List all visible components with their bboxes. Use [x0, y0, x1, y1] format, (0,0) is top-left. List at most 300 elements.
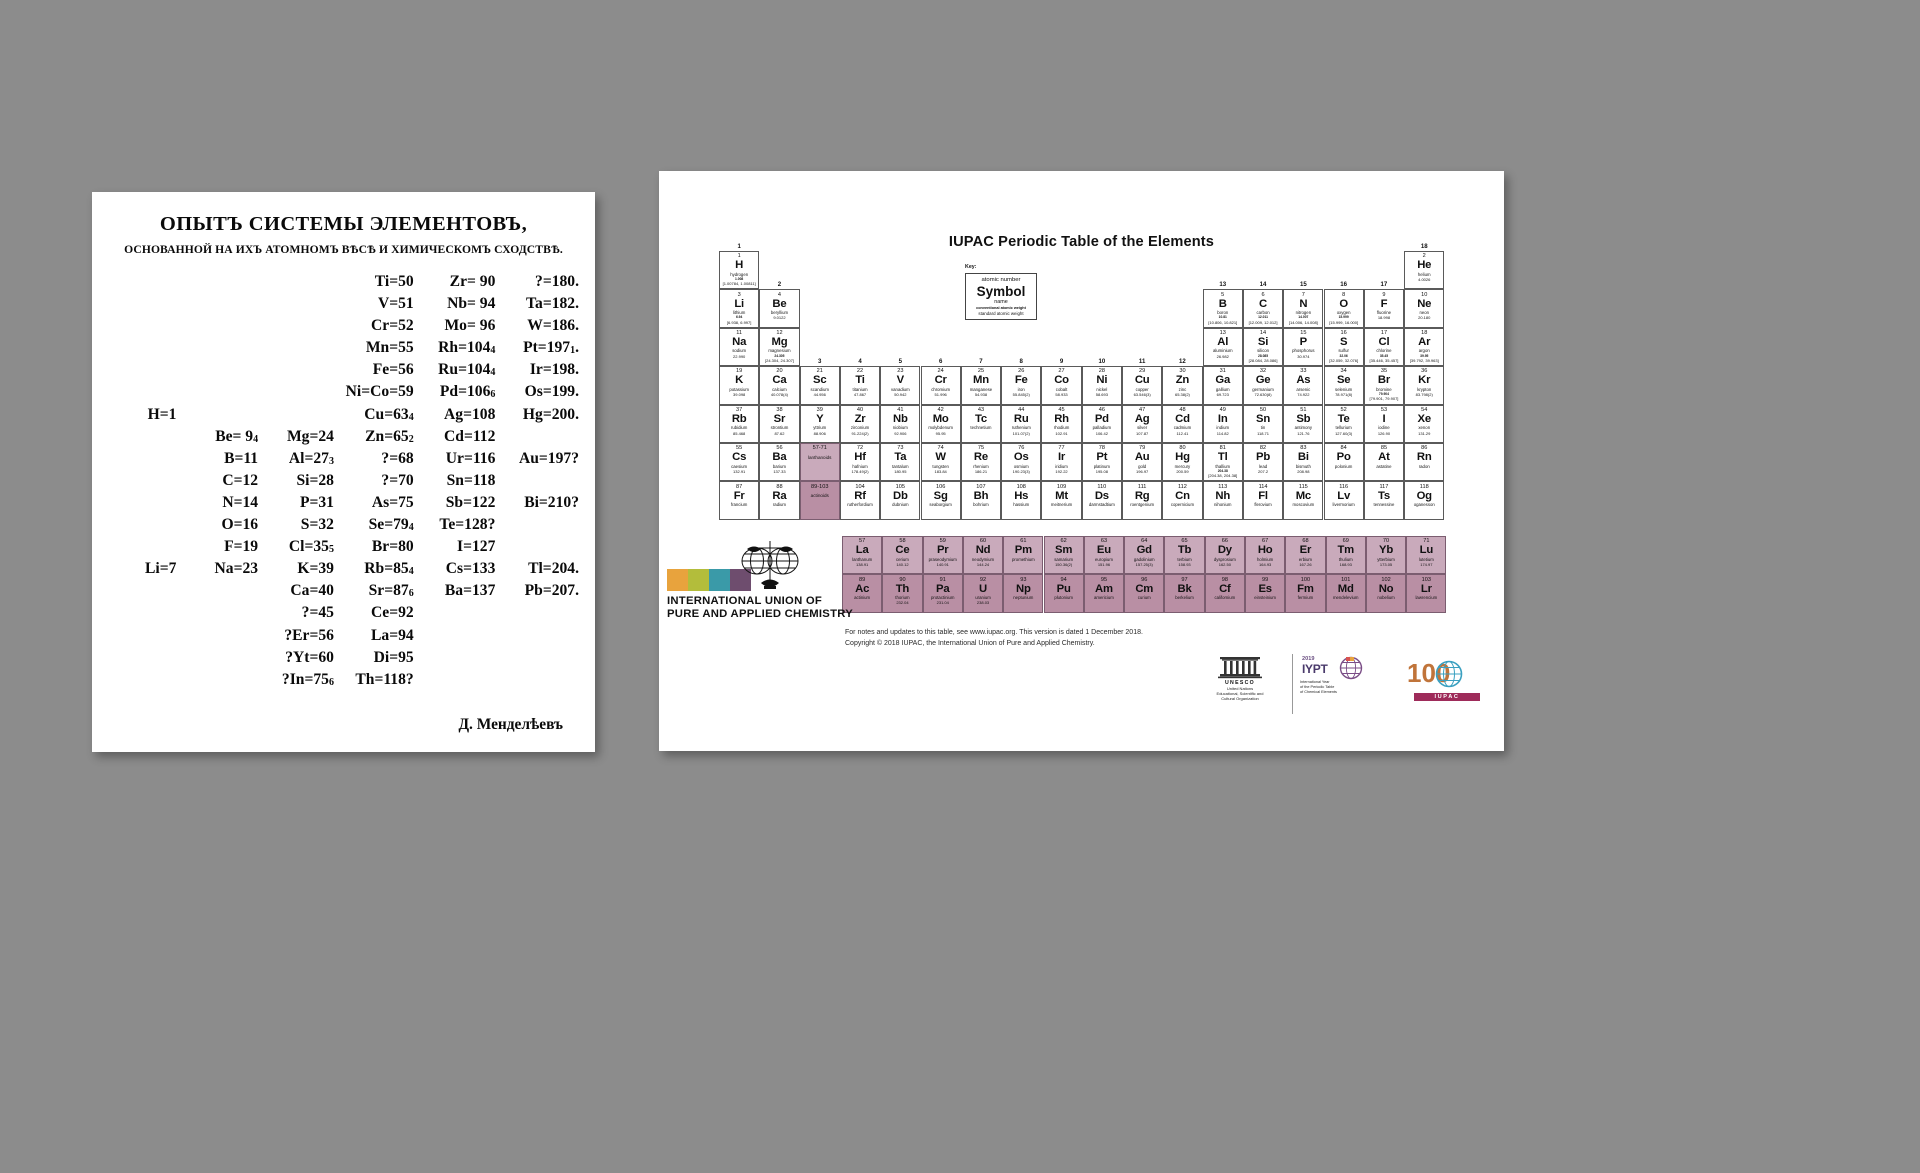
element-symbol: Zn: [1175, 374, 1190, 387]
element-name: erbium: [1298, 556, 1313, 562]
element-standard-weight: 58.693: [1095, 392, 1108, 398]
element-symbol: Mo: [932, 412, 949, 425]
element-name: iodine: [1378, 425, 1390, 431]
element-standard-weight: 167.26: [1299, 562, 1312, 568]
element-symbol: Zr: [854, 412, 866, 425]
element-cell-cs[interactable]: [719, 443, 759, 481]
element-cell-hs[interactable]: [1001, 481, 1041, 519]
iupac-100-logo: [1399, 658, 1495, 701]
element-standard-weight: 74.922: [1297, 392, 1310, 398]
element-name: tellurium: [1335, 425, 1352, 431]
mendeleev-subtitle: ОСНОВАННОЙ НА ИХЪ АТОМНОМЪ ВѢСѢ И ХИМИЧЕСКОМЪ СХОДСТВѢ.: [124, 243, 563, 256]
element-cell-sc[interactable]: [800, 366, 840, 404]
globe-scales-icon: [739, 539, 801, 596]
element-atomic-number: 113: [1218, 483, 1228, 490]
element-atomic-number: 76: [1018, 445, 1025, 452]
page-title: IUPAC Periodic Table of the Elements: [948, 234, 1215, 250]
element-cell-i[interactable]: [1364, 405, 1404, 443]
element-cell-he[interactable]: [1404, 251, 1444, 289]
element-atomic-number: 108: [1016, 483, 1026, 490]
element-cell-fe[interactable]: [1001, 366, 1041, 404]
element-atomic-number: 54: [1421, 406, 1428, 413]
element-cell-ho[interactable]: [1245, 536, 1285, 574]
element-cell-es[interactable]: [1245, 574, 1285, 612]
element-cell-y[interactable]: [800, 405, 840, 443]
mendeleev-entry: $Se=79_4$: [368, 516, 414, 534]
element-cell-fm[interactable]: [1285, 574, 1325, 612]
element-cell-zn[interactable]: [1162, 366, 1202, 404]
mendeleev-element-grid: [92, 273, 595, 693]
iupac-logo-line2: PURE AND APPLIED CHEMISTRY: [667, 608, 854, 620]
element-cell-al[interactable]: [1203, 328, 1243, 366]
element-symbol: K: [735, 374, 744, 387]
element-cell-re[interactable]: [961, 443, 1001, 481]
element-symbol: Md: [1337, 582, 1354, 595]
logo-divider-1: [1292, 654, 1293, 714]
element-cell-ba[interactable]: [759, 443, 799, 481]
element-symbol: Th: [895, 582, 910, 595]
mendeleev-entry: Pb=207.: [524, 582, 579, 600]
element-atomic-number: 5: [1221, 291, 1225, 298]
element-standard-weight: 22.990: [733, 353, 746, 359]
element-atomic-number: 57: [859, 538, 866, 545]
element-name: thallium: [1215, 463, 1231, 469]
element-cell-tl[interactable]: [1203, 443, 1243, 481]
element-cell-eu[interactable]: [1084, 536, 1124, 574]
element-cell-pd[interactable]: [1082, 405, 1122, 443]
element-cell-nb[interactable]: [880, 405, 920, 443]
element-symbol: Ba: [772, 451, 787, 464]
element-name: chromium: [931, 386, 951, 392]
mendeleev-row: [120, 538, 579, 560]
element-name: boron: [1217, 310, 1229, 316]
element-atomic-number: 35: [1380, 368, 1388, 375]
group-number-label: 7: [979, 358, 983, 366]
element-cell-mo[interactable]: [921, 405, 961, 443]
mendeleev-entry: V=51: [377, 295, 414, 313]
element-cell-fl[interactable]: [1243, 481, 1283, 519]
element-cell-md[interactable]: [1326, 574, 1366, 612]
element-cell-f[interactable]: [1364, 289, 1404, 327]
element-cell-ti[interactable]: [840, 366, 880, 404]
element-symbol: Se: [1336, 374, 1351, 387]
element-cell-gd[interactable]: [1124, 536, 1164, 574]
element-standard-weight: 4.0026: [1418, 277, 1431, 283]
element-atomic-number: 48: [1179, 406, 1186, 413]
element-cell-li[interactable]: [719, 289, 759, 327]
element-name: beryllium: [770, 310, 789, 316]
mendeleev-row: [120, 472, 579, 494]
element-name: meitnerium: [1050, 502, 1073, 508]
element-cell-bh[interactable]: [961, 481, 1001, 519]
element-standard-weight: [204.38, 204.38]: [1208, 473, 1238, 479]
element-standard-weight: 54.938: [974, 392, 988, 398]
element-name: tantalum: [892, 463, 909, 469]
element-symbol: Cr: [934, 374, 947, 387]
element-standard-weight: 92.906: [894, 430, 907, 436]
mendeleev-entry: $?In=75_6$: [281, 670, 334, 688]
element-standard-weight: 186.21: [974, 469, 988, 475]
element-cell-hf[interactable]: [840, 443, 880, 481]
element-cell-si[interactable]: [1243, 328, 1283, 366]
element-cell-os[interactable]: [1001, 443, 1041, 481]
element-atomic-number: 27: [1058, 368, 1065, 375]
element-standard-weight: 207.2: [1258, 469, 1269, 475]
element-standard-weight: 138.91: [856, 562, 869, 568]
element-standard-weight: 47.867: [853, 392, 867, 398]
element-name: magnesium: [768, 348, 791, 354]
element-cell-rn[interactable]: [1404, 443, 1444, 481]
element-name: yttrium: [813, 425, 827, 431]
element-cell-po[interactable]: [1324, 443, 1364, 481]
element-atomic-number: 73: [897, 445, 904, 452]
element-name: helium: [1417, 271, 1431, 277]
element-symbol: Sm: [1055, 544, 1073, 557]
element-name: carbon: [1256, 310, 1270, 316]
element-standard-weight: 127.60(3): [1335, 430, 1353, 436]
element-standard-weight: [15.999, 16.000]: [1329, 319, 1359, 325]
mendeleev-entry: Th=118?: [355, 670, 414, 688]
element-atomic-number: 83: [1300, 445, 1307, 452]
element-cell-o[interactable]: [1324, 289, 1364, 327]
element-symbol: Tc: [974, 412, 987, 425]
element-name: neptunium: [1013, 595, 1034, 601]
periodic-table-main-grid: [719, 243, 1464, 526]
element-atomic-number: 19: [736, 368, 743, 375]
element-atomic-number: 18: [1421, 329, 1428, 336]
element-atomic-number: 53: [1380, 406, 1388, 413]
element-name: lutetium: [1418, 556, 1434, 562]
element-cell-la[interactable]: [842, 536, 882, 574]
element-cell-in[interactable]: [1203, 405, 1243, 443]
element-cell-na[interactable]: [719, 328, 759, 366]
element-cell-th[interactable]: [882, 574, 922, 612]
element-cell-pa[interactable]: [923, 574, 963, 612]
mendeleev-row: [120, 339, 579, 361]
element-cell-ne[interactable]: [1404, 289, 1444, 327]
element-cell-b[interactable]: [1203, 289, 1243, 327]
element-cell-cl[interactable]: [1364, 328, 1404, 366]
element-atomic-number: 107: [976, 483, 986, 490]
element-atomic-number: 79: [1139, 445, 1146, 452]
element-cell-ir[interactable]: [1041, 443, 1081, 481]
element-symbol: B: [1218, 297, 1227, 310]
element-cell-mn[interactable]: [961, 366, 1001, 404]
element-cell-cm[interactable]: [1124, 574, 1164, 612]
element-cell-pt[interactable]: [1082, 443, 1122, 481]
element-symbol: Cf: [1219, 582, 1231, 595]
element-symbol: Tl: [1217, 451, 1228, 464]
element-cell-sr[interactable]: [759, 405, 799, 443]
element-cell-co[interactable]: [1041, 366, 1081, 404]
element-atomic-number: 117: [1379, 483, 1389, 490]
element-symbol: Nb: [893, 412, 908, 425]
mendeleev-entry: La=94: [371, 626, 414, 644]
element-cell-au[interactable]: [1122, 443, 1162, 481]
element-cell-lv[interactable]: [1324, 481, 1364, 519]
element-cell-ge[interactable]: [1243, 366, 1283, 404]
mendeleev-entry: S=32: [300, 516, 334, 534]
element-cell-ru[interactable]: [1001, 405, 1041, 443]
iupac-periodic-table-card: [659, 171, 1504, 751]
element-conventional-weight: 32.06: [1339, 353, 1348, 358]
element-cell-mt[interactable]: [1041, 481, 1081, 519]
element-name: lithium: [732, 310, 746, 316]
element-atomic-number: 109: [1056, 483, 1067, 490]
element-symbol: Re: [973, 451, 988, 464]
element-name: bohrium: [973, 502, 989, 508]
mendeleev-row: [120, 671, 579, 693]
group-number-label: 14: [1259, 281, 1267, 289]
element-name: radon: [1418, 463, 1430, 469]
element-cell-nd[interactable]: [963, 536, 1003, 574]
element-cell-h[interactable]: [719, 251, 759, 289]
element-cell-cd[interactable]: [1162, 405, 1202, 443]
element-cell-xe[interactable]: [1404, 405, 1444, 443]
element-cell-ag[interactable]: [1122, 405, 1162, 443]
element-cell-ar[interactable]: [1404, 328, 1444, 366]
element-symbol: Ac: [855, 582, 870, 595]
element-symbol: Y: [816, 412, 824, 425]
element-cell-zr[interactable]: [840, 405, 880, 443]
mendeleev-entry: $Zn=65_2$: [365, 427, 414, 445]
element-symbol: Tb: [1177, 544, 1192, 557]
element-symbol: Po: [1336, 451, 1351, 464]
element-cell-hg[interactable]: [1162, 443, 1202, 481]
mendeleev-entry: $Rh=104_4$: [438, 339, 496, 357]
element-cell-mg[interactable]: [759, 328, 799, 366]
element-cell-ce[interactable]: [882, 536, 922, 574]
element-standard-weight: 91.224(2): [851, 430, 869, 436]
element-cell-p[interactable]: [1283, 328, 1323, 366]
element-standard-weight: 26.982: [1216, 353, 1229, 359]
element-standard-weight: 231.04: [936, 600, 949, 606]
element-cell-ds[interactable]: [1082, 481, 1122, 519]
element-standard-weight: 121.76: [1297, 430, 1310, 436]
element-atomic-number: 51: [1300, 406, 1307, 413]
element-standard-weight: 150.36(2): [1055, 562, 1073, 568]
element-symbol: Fl: [1258, 489, 1268, 502]
legend-key-label: Key:: [965, 264, 977, 270]
element-name: gallium: [1215, 386, 1230, 392]
element-symbol: Eu: [1096, 544, 1111, 557]
element-cell-yb[interactable]: [1366, 536, 1406, 574]
mendeleev-entry: Cs=133: [445, 560, 496, 578]
element-cell-rf[interactable]: [840, 481, 880, 519]
element-name: vanadium: [891, 386, 910, 392]
mendeleev-entry: Os=199.: [524, 383, 579, 401]
element-atomic-number: 82: [1259, 445, 1267, 452]
element-standard-weight: [14.006, 14.008]: [1288, 319, 1318, 325]
element-atomic-number: 36: [1421, 368, 1428, 375]
element-atomic-number: 110: [1097, 483, 1107, 490]
element-atomic-number: 39: [816, 406, 823, 413]
element-atomic-number: 98: [1221, 576, 1228, 583]
element-cell-w[interactable]: [921, 443, 961, 481]
element-symbol: Ir: [1057, 451, 1066, 464]
iupac-logo: [667, 539, 854, 620]
element-atomic-number: 24: [937, 368, 944, 375]
element-cell-br[interactable]: [1364, 366, 1404, 404]
mendeleev-entry: $Al=27_3$: [288, 449, 334, 467]
group-number-label: 11: [1138, 358, 1146, 366]
element-symbol: N: [1299, 297, 1308, 310]
element-cell-sn[interactable]: [1243, 405, 1283, 443]
element-cell-se[interactable]: [1324, 366, 1364, 404]
element-cell-pu[interactable]: [1044, 574, 1084, 612]
element-name: palladium: [1092, 425, 1112, 431]
element-cell-ca[interactable]: [759, 366, 799, 404]
element-cell-sb[interactable]: [1283, 405, 1323, 443]
element-symbol: Bi: [1297, 451, 1309, 464]
element-atomic-number: 97: [1181, 576, 1188, 583]
element-cell-cr[interactable]: [921, 366, 961, 404]
mendeleev-entry: Hg=200.: [522, 405, 579, 423]
element-atomic-number: 32: [1259, 368, 1267, 375]
element-symbol: Cu: [1134, 374, 1150, 387]
element-atomic-number: 50: [1259, 406, 1267, 413]
element-atomic-number: 72: [856, 445, 864, 452]
element-atomic-number: 11: [736, 329, 743, 336]
element-name: argon: [1418, 348, 1430, 354]
actinoids-series-cell[interactable]: [800, 481, 840, 519]
lanthanoids-series-cell[interactable]: [800, 443, 840, 481]
element-cell-pr[interactable]: [923, 536, 963, 574]
element-name: silver: [1137, 425, 1148, 431]
element-cell-dy[interactable]: [1205, 536, 1245, 574]
element-cell-pb[interactable]: [1243, 443, 1283, 481]
element-cell-np[interactable]: [1003, 574, 1043, 612]
element-cell-am[interactable]: [1084, 574, 1124, 612]
element-standard-weight: [6.938, 6.997]: [726, 319, 752, 325]
element-cell-lr[interactable]: [1406, 574, 1446, 612]
element-name: gold: [1138, 463, 1147, 469]
element-cell-fr[interactable]: [719, 481, 759, 519]
footer-notes-line2: Copyright © 2018 IUPAC, the International Union of Pure and Applied Chemistry.: [845, 639, 1095, 647]
mendeleev-entry: Ni=Co=59: [345, 383, 414, 401]
element-cell-no[interactable]: [1366, 574, 1406, 612]
element-name: sulfur: [1338, 348, 1349, 354]
element-atomic-number: 68: [1302, 538, 1309, 545]
element-symbol: Ni: [1096, 374, 1108, 387]
series-label: lanthanoids: [807, 454, 832, 460]
element-name: chlorine: [1376, 348, 1392, 354]
element-cell-te[interactable]: [1324, 405, 1364, 443]
element-cell-pm[interactable]: [1003, 536, 1043, 574]
element-name: indium: [1216, 425, 1230, 431]
element-cell-er[interactable]: [1285, 536, 1325, 574]
element-cell-ra[interactable]: [759, 481, 799, 519]
logo-swatch: [667, 569, 688, 591]
element-atomic-number: 78: [1098, 445, 1105, 452]
iypt-name: IYPT: [1302, 662, 1328, 676]
element-name: americium: [1094, 595, 1114, 601]
element-atomic-number: 56: [776, 445, 783, 452]
element-atomic-number: 80: [1179, 445, 1186, 452]
unesco-line1: United Nations: [1226, 686, 1254, 691]
element-cell-k[interactable]: [719, 366, 759, 404]
element-cell-nh[interactable]: [1203, 481, 1243, 519]
element-standard-weight: [24.304, 24.307]: [764, 358, 794, 364]
mendeleev-entry: Bi=210?: [524, 493, 579, 511]
element-atomic-number: 67: [1262, 538, 1269, 545]
element-cell-sg[interactable]: [921, 481, 961, 519]
element-name: krypton: [1417, 386, 1432, 392]
element-symbol: Am: [1095, 582, 1113, 595]
element-cell-ta[interactable]: [880, 443, 920, 481]
element-cell-at[interactable]: [1364, 443, 1404, 481]
element-symbol: Og: [1416, 489, 1432, 502]
element-cell-rg[interactable]: [1122, 481, 1162, 519]
element-standard-weight: 44.956: [813, 392, 826, 398]
element-atomic-number: 77: [1058, 445, 1065, 452]
element-standard-weight: [39.792, 39.963]: [1409, 358, 1439, 364]
element-atomic-number: 26: [1018, 368, 1025, 375]
element-cell-cu[interactable]: [1122, 366, 1162, 404]
logo-swatch: [688, 569, 709, 591]
element-cell-kr[interactable]: [1404, 366, 1444, 404]
element-cell-c[interactable]: [1243, 289, 1283, 327]
element-name: thulium: [1338, 556, 1353, 562]
mendeleev-row: [120, 428, 579, 450]
element-cell-cf[interactable]: [1205, 574, 1245, 612]
element-cell-sm[interactable]: [1044, 536, 1084, 574]
element-atomic-number: 96: [1141, 576, 1148, 583]
element-name: rutherfordium: [847, 502, 873, 508]
element-symbol: Cs: [732, 451, 747, 464]
element-standard-weight: 200.59: [1176, 469, 1189, 475]
element-standard-weight: [28.084, 28.086]: [1248, 358, 1278, 364]
element-standard-weight: 238.03: [976, 600, 990, 606]
element-cell-bk[interactable]: [1164, 574, 1204, 612]
element-cell-ga[interactable]: [1203, 366, 1243, 404]
mendeleev-row: [120, 406, 579, 428]
element-cell-ts[interactable]: [1364, 481, 1404, 519]
element-atomic-number: 74: [937, 445, 944, 452]
element-cell-v[interactable]: [880, 366, 920, 404]
element-atomic-number: 101: [1341, 576, 1351, 583]
element-cell-mc[interactable]: [1283, 481, 1323, 519]
element-cell-tm[interactable]: [1326, 536, 1366, 574]
mendeleev-row: [120, 516, 579, 538]
group-number-label: 2: [777, 281, 782, 289]
mendeleev-entry: Cd=112: [444, 427, 496, 445]
element-cell-as[interactable]: [1283, 366, 1323, 404]
element-atomic-number: 90: [899, 576, 906, 583]
element-cell-n[interactable]: [1283, 289, 1323, 327]
element-conventional-weight: 1.008: [735, 277, 744, 282]
element-cell-s[interactable]: [1324, 328, 1364, 366]
element-cell-tc[interactable]: [961, 405, 1001, 443]
mendeleev-entry: Au=197?: [518, 449, 579, 467]
element-cell-rh[interactable]: [1041, 405, 1081, 443]
element-cell-tb[interactable]: [1164, 536, 1204, 574]
series-range: 89-103: [811, 483, 829, 490]
element-cell-bi[interactable]: [1283, 443, 1323, 481]
element-standard-weight: 157.25(3): [1135, 562, 1153, 568]
element-symbol: Sr: [773, 412, 786, 425]
element-cell-ni[interactable]: [1082, 366, 1122, 404]
element-cell-og[interactable]: [1404, 481, 1444, 519]
element-cell-cn[interactable]: [1162, 481, 1202, 519]
element-cell-db[interactable]: [880, 481, 920, 519]
element-cell-lu[interactable]: [1406, 536, 1446, 574]
element-symbol: Hf: [854, 451, 866, 464]
element-cell-be[interactable]: [759, 289, 799, 327]
element-cell-rb[interactable]: [719, 405, 759, 443]
element-cell-u[interactable]: [963, 574, 1003, 612]
element-standard-weight: 232.04: [896, 600, 909, 606]
